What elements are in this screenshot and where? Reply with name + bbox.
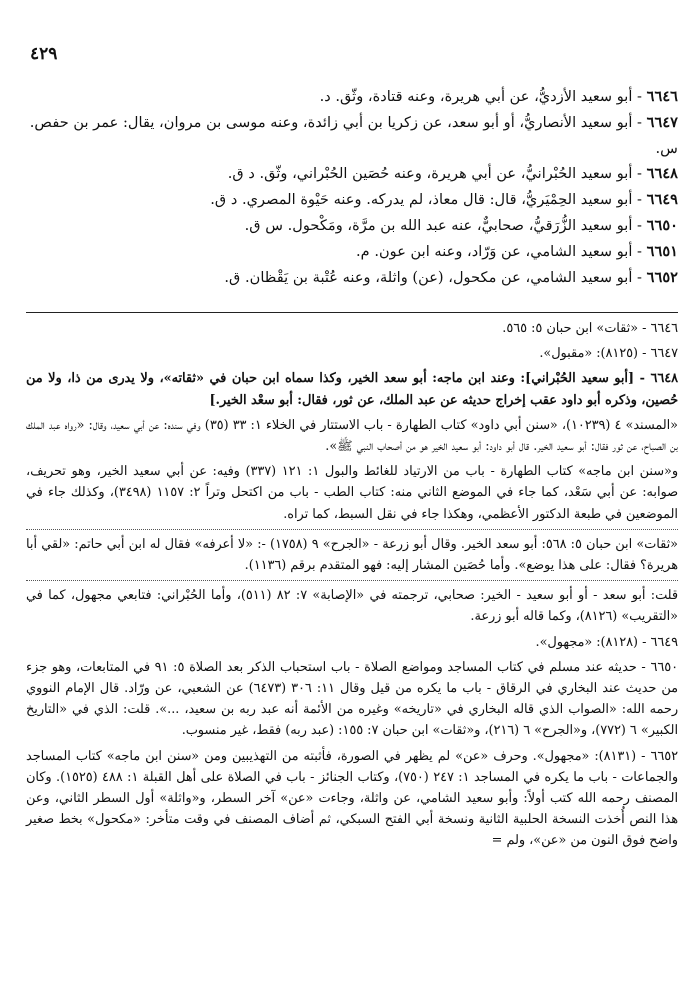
entry-6648: ٦٦٤٨ - أبو سعيد الحُبْرانيُّ، عن أبي هريرة، وعنه حُصَين الحُبْراني، وثّق. د ق. (227, 165, 678, 183)
entry-text: أبو سعيد الأنصاريُّ، أو أبو سعد، عن زكريا بن أبي زائدة، وعنه موسى بن مروان، يقال: عمر بن حفص. س. (29, 113, 678, 157)
note-6648-ibn-majah: و«سنن ابن ماجه» كتاب الطهارة - باب من الارتياد للغائط والبول ١: ١٢١ (٣٣٧) وفيه: عن أبي سعيد الخير، وهو تحريف، صوابه: عن أبي سَعْد، كما جاء في الموضع الثاني منه: كتاب الطب - باب من اكتحل وتراً ٢: ١١٥٧ (٣٤٩٨)، وكذلك جاء في الموضعين في طبعة الدكتور الأعظمي، وهكذا جاء في نقل السبط، كما تراه. (26, 464, 679, 522)
page-number: ٤٢٩ (30, 44, 58, 64)
entry-text: أبو سعيد الأزديُّ، عن أبي هريرة، وعنه قتادة، وثّق. د. (319, 88, 633, 105)
entry-text: أبو سعيد الشامي، عن وَرّاد، وعنه ابن عون. م. (356, 242, 633, 260)
entry-text: أبو سعيد الزُّرَقيُّ، صحابيٌّ، عنه عبد الله بن مرَّة، ومَكْحول. س ق. (244, 216, 633, 234)
note-separator (26, 529, 678, 530)
footnotes (26, 318, 678, 856)
entry-number: ٦٦٤٧ (646, 113, 678, 131)
note-6648-intro: ٦٦٤٨ - [أبو سعيد الحُبْراني]: وعند ابن ماجه: أبو سعد الخير، وكذا سماه ابن حبان في «ثقاته»، ولا يدرى من ذا، ولا من حُصين، وذكره أبو داود عقب إخراج حديثه عن عبد الملك، عن ثور، فقال: أبو سعْد الخير.] (26, 371, 678, 408)
note-6648-musnad: «المسند» ٤ (١٠٢٣٩)، «سنن أبي داود» كتاب الطهارة - باب الاستتار في الخلاء ١: ٣٣ (٣٥) وفي سنده: عن أبي سعيد، وقال: «رواه عبد الملك بن الصباح، عن ثور فقال: أبو سعيد الخير. قال أبو داود: أبو سعيد الخير هو من أصحاب النبي ﷺ». (26, 417, 679, 455)
note-6647: ٦٦٤٧ - (٨١٢٥): «مقبول». (539, 346, 678, 362)
entry-number: ٦٦٥٢ (646, 268, 678, 286)
note-6649: ٦٦٤٩ - (٨١٢٨): «مجهول». (535, 634, 678, 650)
entry-6646: ٦٦٤٦ - أبو سعيد الأزديُّ، عن أبي هريرة، وعنه قتادة، وثّق. د. (319, 88, 678, 105)
entry-text: أبو سعيد الحِمْيَريُّ، قال: قال معاذ، لم يدركه. وعنه حَيْوة المصري. د ق. (210, 191, 633, 209)
note-6648-comment: قلت: أبو سعد - أو أبو سعيد - الخير: صحابي، ترجمته في «الإصابة» ٧: ٨٢ (٥١١)، وأما الحُبْراني: فتابعي مجهول، كما في «التقريب» (٨١٢٦)، وكما قاله أبو زرعة. (26, 588, 678, 625)
note-6652: ٦٦٥٢ - (٨١٣١): «مجهول». وحرف «عن» لم يظهر في الصورة، فأثبته من التهذيبين ومن «سنن ابن ماجه» كتاب المساجد والجماعات - باب ما يكره في المساجد ١: ٢٤٧ (٧٥٠)، وكتاب الجنائز - باب في الصلاة على أهل القبلة ١: ٤٨٨ (١٥٢٥). وكان المصنف رحمه الله كتب أولاً: وأبو سعيد الشامي، عن واثلة، وجاءت «عن» آخر السطر، و«واثلة» أول السطر الثاني، وعن هذا النص أُخذت النسخة الحلبية الثانية ونسخة أبي الفتح السبكي، ثم أضاف المصنف في وقت متأخر: «مكحول» بخط صغير واضح فوق النون من «عن»، ولم = (26, 748, 679, 849)
entry-number: ٦٦٤٦ (646, 88, 678, 105)
entry-number: ٦٦٤٨ (646, 165, 678, 183)
entry-number: ٦٦٤٩ (646, 191, 678, 209)
note-separator (26, 580, 678, 581)
entry-6651: ٦٦٥١ - أبو سعيد الشامي، عن وَرّاد، وعنه ابن عون. م. (356, 242, 678, 260)
main-text (26, 84, 678, 290)
note-6648-thiqat: «ثقات» ابن حبان ٥: ٥٦٨: أبو سعد الخير. وقال أبو زرعة - «الجرح» ٩ (١٧٥٨) -: «لا أعرفه» فقال له ابن أبي حاتم: «لقي أبا هريرة؟ فقال: على هذا يوضع». وأما حُصَين المشار إليه: فهو المتقدم برقم (١١٣٦). (26, 536, 678, 574)
entry-6649: ٦٦٤٩ - أبو سعيد الحِمْيَريُّ، قال: قال معاذ، لم يدركه. وعنه حَيْوة المصري. د ق. (210, 191, 678, 209)
footnote-divider (26, 312, 678, 313)
note-6646: ٦٦٤٦ - «ثقات» ابن حبان ٥: ٥٦٥. (502, 321, 678, 336)
entry-text: أبو سعيد الشامي، عن مكحول، (عن) واثلة، وعنه عُتْبة بن يَقْظان. ق. (224, 268, 633, 286)
note-6650: ٦٦٥٠ - حديثه عند مسلم في كتاب المساجد ومواضع الصلاة - باب استحباب الذكر بعد الصلاة ٥: ٩١ في المتابعات، وهو جزء من حديث عند البخاري في الرقاق - باب ما يكره من قيل وقال ١١: ٣٠٦ (٦٤٧٣) عن الشعبي، عن ورّاد. قال الإمام النووي رحمه الله: «الصواب الذي قاله البخاري في «تاريخه» وغيره من الأئمة أنه عبد ربه بن سعيد، ...». قلت: الذي في «التاريخ الكبير» ٦ (٧٧٢)، و«الجرح» ٦ (٢١٦)، و«ثقات» ابن حبان ٧: ١٥٥: (عبد ربه) فقط، غير منسوب. (26, 659, 678, 739)
entry-text: أبو سعيد الحُبْرانيُّ، عن أبي هريرة، وعنه حُصَين الحُبْراني، وثّق. د ق. (227, 165, 633, 183)
entry-6647: ٦٦٤٧ - أبو سعيد الأنصاريُّ، أو أبو سعد، عن زكريا بن أبي زائدة، وعنه موسى بن مروان، يقال: عمر بن حفص. س. (29, 113, 678, 157)
entry-6652: ٦٦٥٢ - أبو سعيد الشامي، عن مكحول، (عن) واثلة، وعنه عُتْبة بن يَقْظان. ق. (224, 268, 678, 286)
entry-number: ٦٦٥٠ (646, 216, 678, 234)
entry-number: ٦٦٥١ (646, 242, 678, 260)
entry-6650: ٦٦٥٠ - أبو سعيد الزُّرَقيُّ، صحابيٌّ، عنه عبد الله بن مرَّة، ومَكْحول. س ق. (244, 216, 678, 234)
